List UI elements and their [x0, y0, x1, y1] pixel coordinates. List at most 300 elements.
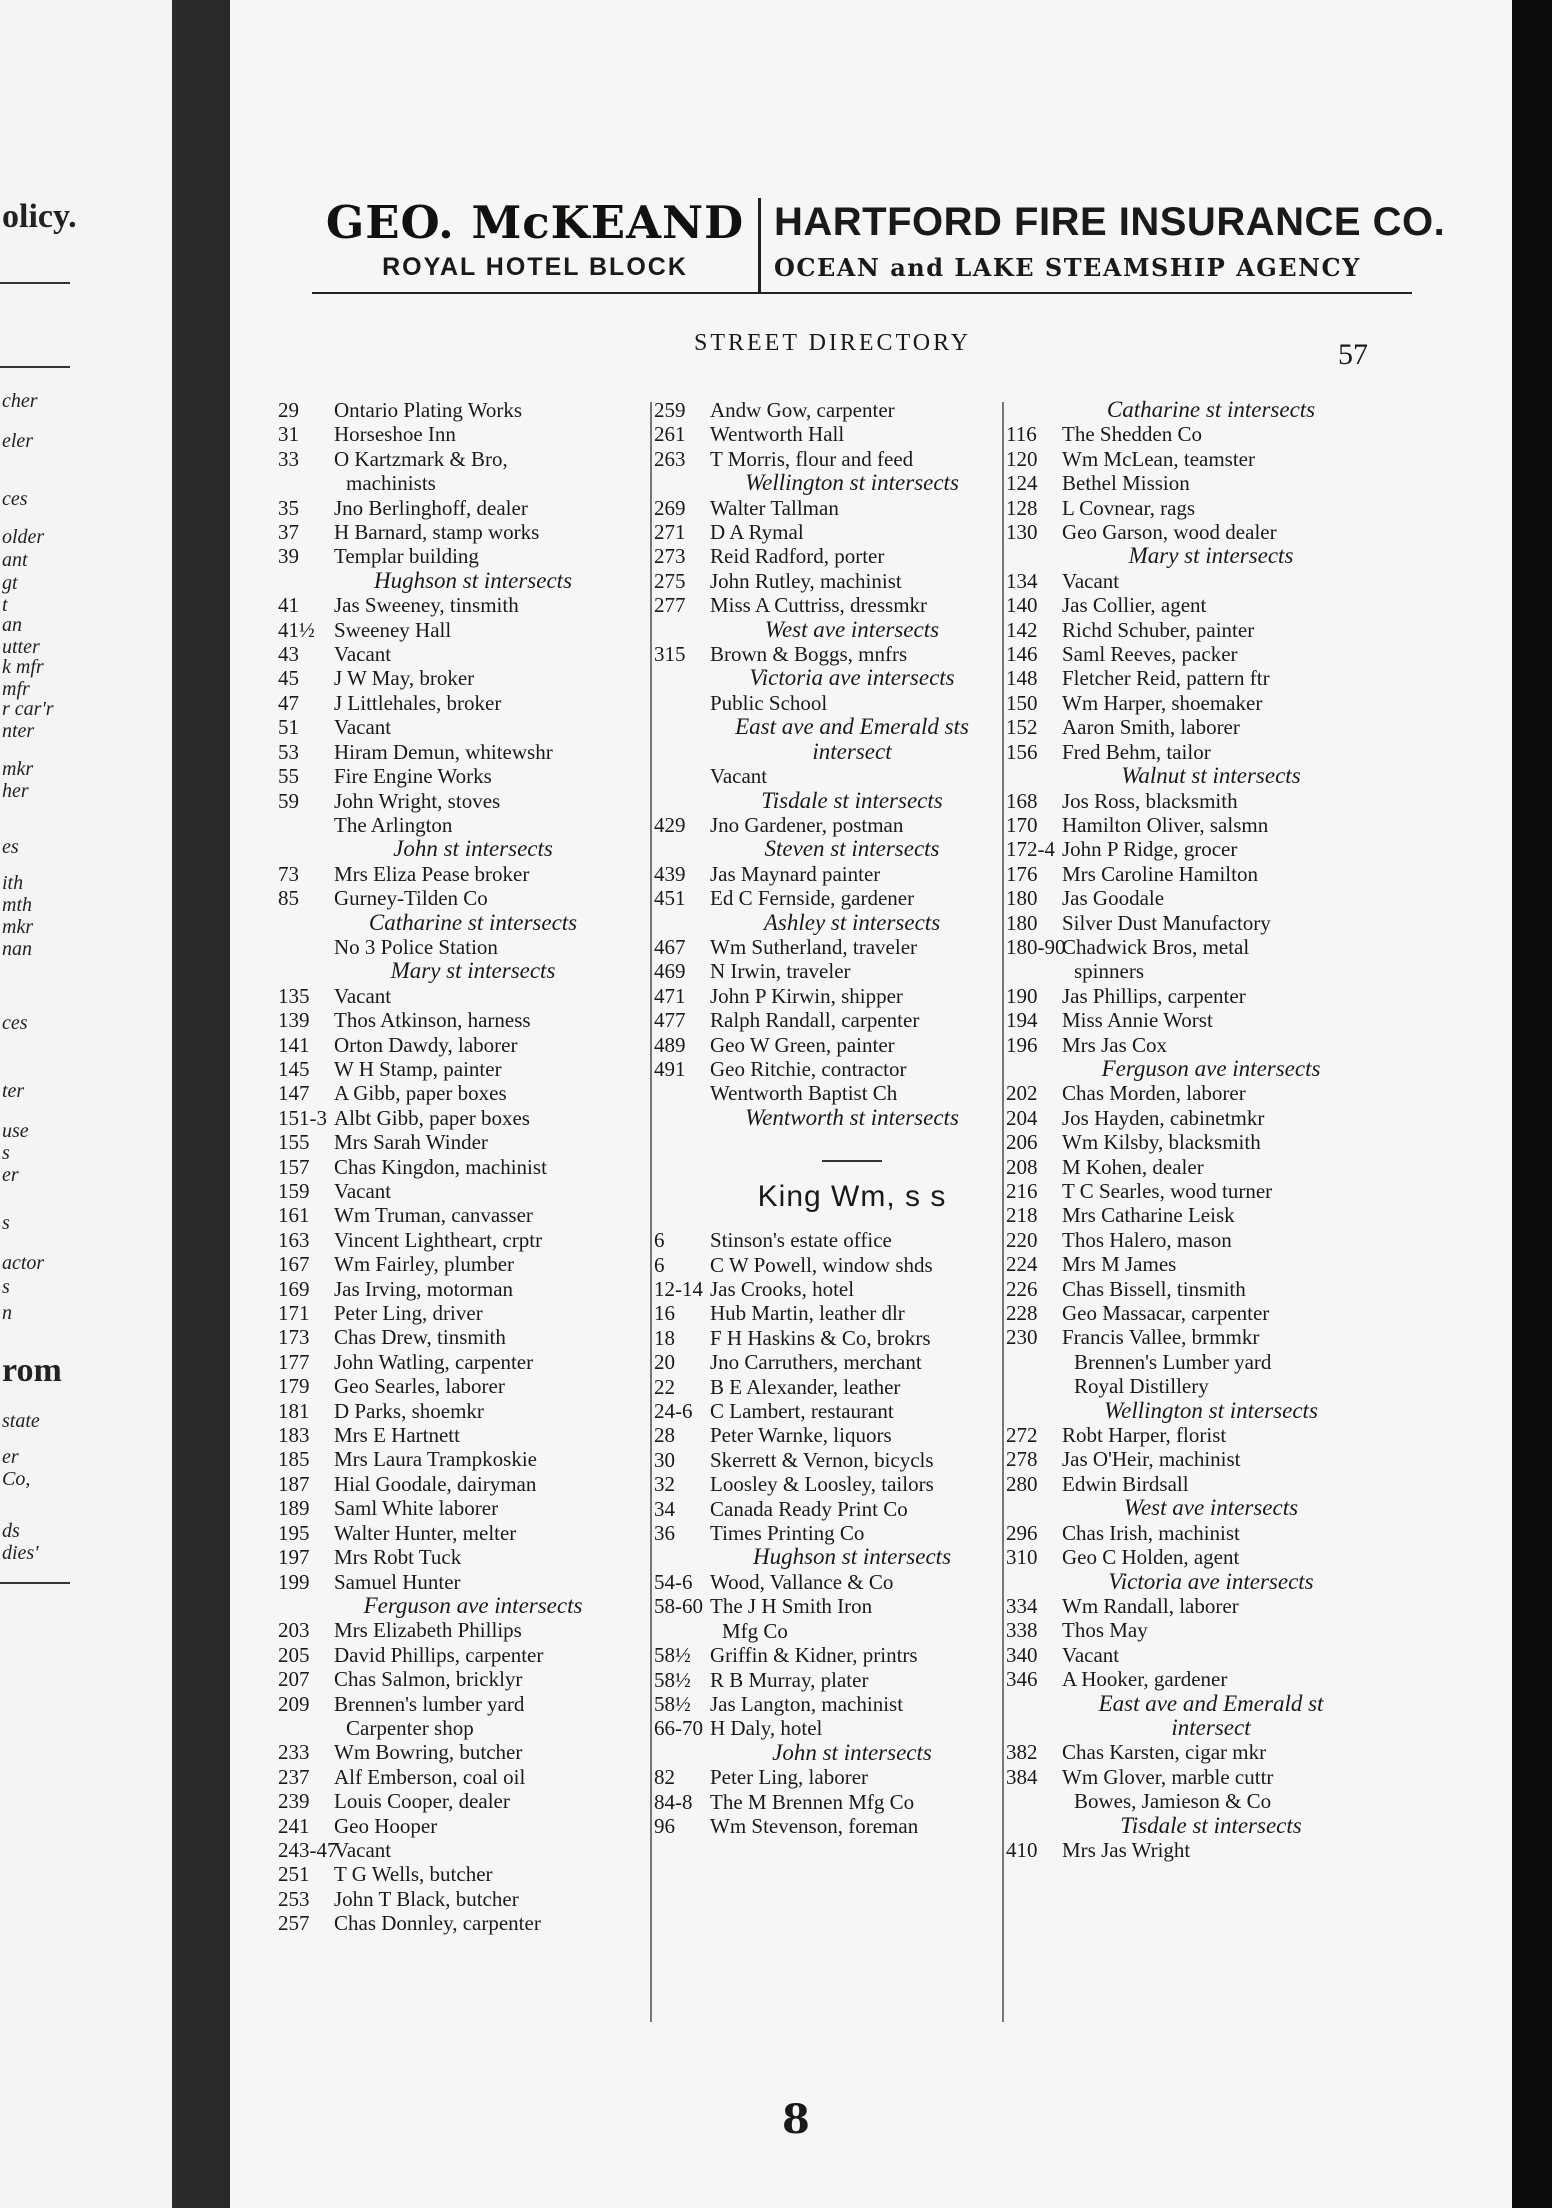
directory-entry	[278, 1472, 668, 1496]
occupant-name: Albt Gibb, paper boxes	[334, 1105, 530, 1130]
advertiser-block	[310, 196, 760, 282]
street-number: 53	[278, 739, 299, 764]
previous-page-fragment: Co,	[2, 1468, 31, 1490]
occupant-name: A Hooker, gardener	[1062, 1667, 1228, 1692]
directory-entry	[654, 935, 1050, 959]
directory-entry	[278, 1789, 668, 1813]
occupant-name: No 3 Police Station	[334, 934, 498, 959]
cross-street-label: East ave and Emerald st	[1098, 1690, 1324, 1716]
book-gutter	[172, 0, 230, 2208]
directory-entry	[654, 1301, 1050, 1325]
directory-entry	[1006, 886, 1416, 910]
street-number: 170	[1006, 812, 1038, 837]
directory-entry	[278, 715, 668, 739]
directory-entry	[1006, 789, 1416, 813]
occupant-name: A Gibb, paper boxes	[334, 1081, 507, 1106]
previous-page-fragment: k mfr	[2, 656, 44, 678]
street-number: 151-3	[278, 1105, 327, 1130]
street-number: 257	[278, 1911, 310, 1936]
cross-street-label: intersect	[1171, 1714, 1251, 1740]
directory-entry	[278, 1570, 668, 1594]
occupant-name: Chas Donnley, carpenter	[334, 1911, 541, 1936]
occupant-name: Ed C Fernside, gardener	[710, 886, 915, 911]
directory-entry	[278, 642, 668, 666]
previous-page-fragment: eler	[2, 430, 34, 452]
previous-page-fragment: state	[2, 1410, 40, 1432]
previous-page-fragment: n	[2, 1302, 12, 1324]
street-number: 148	[1006, 666, 1038, 691]
occupant-name: Reid Radford, porter	[710, 544, 885, 569]
occupant-name: John Rutley, machinist	[710, 568, 902, 593]
occupant-name: Skerrett & Vernon, bicycls	[710, 1447, 934, 1472]
street-number: 150	[1006, 690, 1038, 715]
occupant-name: Fire Engine Works	[334, 764, 492, 789]
occupant-name: Mrs Jas Cox	[1062, 1032, 1168, 1057]
street-number: 34	[654, 1496, 675, 1521]
occupant-name: Samuel Hunter	[334, 1569, 461, 1594]
occupant-name: D Parks, shoemkr	[334, 1398, 484, 1423]
occupant-name: Geo Garson, wood dealer	[1062, 520, 1277, 545]
street-number: 491	[654, 1056, 686, 1081]
occupant-name: Chas Drew, tinsmith	[334, 1325, 506, 1350]
directory-entry	[278, 1765, 668, 1789]
cross-street-heading	[654, 1545, 1050, 1569]
previous-page-fragment: utter	[2, 636, 40, 658]
directory-entry	[1006, 422, 1416, 446]
directory-entry	[278, 593, 668, 617]
street-number: 243-47	[278, 1837, 338, 1862]
street-number: 12-14	[654, 1277, 703, 1301]
directory-entry	[654, 1375, 1050, 1399]
occupant-name: Wm Sutherland, traveler	[710, 934, 918, 959]
street-number: 36	[654, 1521, 675, 1546]
directory-entry	[654, 447, 1050, 471]
street-number: 37	[278, 520, 299, 545]
previous-page-fragment: older	[2, 526, 45, 548]
insurer-name: HARTFORD FIRE INSURANCE CO.	[774, 200, 1446, 244]
street-number: 471	[654, 983, 686, 1008]
cross-street-label: Mary st intersects	[390, 958, 556, 984]
street-number: 58½	[654, 1691, 691, 1716]
street-number: 172-4	[1006, 837, 1055, 862]
directory-entry	[654, 398, 1050, 422]
street-number: 269	[654, 495, 686, 520]
street-number: 196	[1006, 1032, 1038, 1057]
occupant-name: machinists	[346, 471, 436, 496]
directory-entry	[1006, 618, 1416, 642]
street-number: 277	[654, 593, 686, 618]
directory-entry	[1006, 1643, 1416, 1667]
street-number: 33	[278, 446, 299, 471]
occupant-name: Hiram Demun, whitewshr	[334, 739, 553, 764]
occupant-name: Louis Cooper, dealer	[334, 1789, 510, 1814]
previous-page-fragment: ces	[2, 488, 28, 510]
occupant-name: Mrs Caroline Hamilton	[1062, 861, 1258, 886]
occupant-name: Aaron Smith, laborer	[1062, 715, 1240, 740]
king-wm-entries	[654, 1228, 1050, 1838]
occupant-name: Alf Emberson, coal oil	[334, 1764, 526, 1789]
occupant-name: Griffin & Kidner, printrs	[710, 1643, 918, 1668]
directory-entry	[1006, 1033, 1416, 1057]
cross-street-label: Wentworth st intersects	[745, 1104, 959, 1130]
directory-entry	[654, 1399, 1050, 1423]
occupant-name: Ontario Plating Works	[334, 398, 523, 422]
street-number	[1006, 1374, 1062, 1398]
occupant-name: Mrs Eliza Pease broker	[334, 861, 530, 886]
occupant-name: Chas Irish, machinist	[1062, 1520, 1240, 1545]
directory-entry	[1006, 1130, 1416, 1154]
street-number	[654, 1619, 710, 1643]
street-number: 199	[278, 1569, 310, 1594]
street-number: 145	[278, 1056, 310, 1081]
occupant-name: Francis Vallee, brmmkr	[1062, 1325, 1260, 1350]
street-number: 58½	[654, 1643, 691, 1668]
occupant-name: Jas Phillips, carpenter	[1062, 983, 1246, 1008]
street-number: 173	[278, 1325, 310, 1350]
occupant-name: Horseshoe Inn	[334, 422, 456, 447]
directory-entry	[278, 1496, 668, 1520]
directory-entry	[1006, 1423, 1416, 1447]
directory-entry	[278, 1447, 668, 1471]
previous-page-fragment: dies'	[2, 1542, 39, 1564]
directory-entry	[1006, 862, 1416, 886]
directory-entry	[278, 1838, 668, 1862]
street-number: 157	[278, 1154, 310, 1179]
insurance-block	[774, 200, 1446, 282]
occupant-name: Jno Carruthers, merchant	[710, 1350, 922, 1375]
directory-entry	[278, 1399, 668, 1423]
directory-entry	[1006, 1179, 1416, 1203]
cross-street-heading	[1006, 1716, 1416, 1740]
previous-page-fragment: olicy.	[2, 198, 77, 235]
street-number: 429	[654, 812, 686, 837]
previous-page-fragment: ter	[2, 1080, 25, 1102]
directory-entry	[654, 422, 1050, 446]
street-number: 218	[1006, 1203, 1038, 1228]
street-number: 439	[654, 861, 686, 886]
occupant-name: Canada Ready Print Co	[710, 1496, 908, 1521]
directory-entry	[1006, 1277, 1416, 1301]
occupant-name: Saml White laborer	[334, 1496, 499, 1521]
occupant-name: Jos Hayden, cabinetmkr	[1062, 1105, 1265, 1130]
occupant-name: Mrs Elizabeth Phillips	[334, 1618, 522, 1643]
directory-entry	[278, 691, 668, 715]
occupant-name: C W Powell, window shds	[710, 1252, 933, 1277]
directory-entry	[654, 1326, 1050, 1350]
directory-entry	[1006, 1350, 1416, 1374]
street-number: 194	[1006, 1008, 1038, 1033]
occupant-name: Wm Glover, marble cuttr	[1062, 1764, 1274, 1789]
directory-entry	[654, 1619, 1050, 1643]
street-number: 205	[278, 1642, 310, 1667]
cross-street-label: Tisdale st intersects	[1120, 1812, 1302, 1838]
street-number: 340	[1006, 1642, 1038, 1667]
occupant-name: Mrs Laura Trampkoskie	[334, 1447, 537, 1472]
occupant-name: Geo W Green, painter	[710, 1032, 895, 1057]
cross-street-heading	[1006, 1570, 1416, 1594]
occupant-name: Templar building	[334, 544, 479, 569]
cross-street-label: John st intersects	[772, 1739, 932, 1765]
directory-entry	[278, 1350, 668, 1374]
street-number: 180	[1006, 886, 1038, 911]
directory-entry	[654, 1814, 1050, 1838]
directory-entry	[654, 764, 1050, 788]
street-number: 203	[278, 1618, 310, 1643]
directory-entry	[278, 1277, 668, 1301]
cross-street-heading	[1006, 544, 1416, 568]
street-number: 207	[278, 1667, 310, 1692]
street-number: 382	[1006, 1740, 1038, 1765]
street-number: 35	[278, 495, 299, 520]
cross-street-label: West ave intersects	[764, 616, 940, 642]
directory-entry	[654, 1790, 1050, 1814]
cross-street-label: Catharine st intersects	[1106, 397, 1316, 422]
street-number: 195	[278, 1520, 310, 1545]
previous-page-fragment: t	[2, 594, 8, 616]
cross-street-heading	[654, 911, 1050, 935]
directory-entry	[278, 544, 668, 568]
occupant-name: Jas Collier, agent	[1062, 593, 1207, 618]
street-number: 224	[1006, 1252, 1038, 1277]
agency-name: OCEAN and LAKE STEAMSHIP AGENCY	[774, 253, 1361, 282]
occupant-name: Jas O'Heir, machinist	[1062, 1447, 1241, 1472]
directory-entry	[1006, 496, 1416, 520]
cross-street-label: Steven st intersects	[764, 836, 940, 862]
occupant-name: David Phillips, carpenter	[334, 1642, 544, 1667]
street-number: 58-60	[654, 1594, 703, 1619]
cross-street-heading	[654, 837, 1050, 861]
street-number: 84-8	[654, 1789, 693, 1814]
occupant-name: Geo Searles, laborer	[334, 1374, 505, 1399]
street-number: 384	[1006, 1764, 1038, 1789]
street-number: 187	[278, 1471, 310, 1496]
directory-entry	[1006, 1325, 1416, 1349]
occupant-name: Carpenter shop	[346, 1715, 474, 1740]
occupant-name: Hial Goodale, dairyman	[334, 1471, 537, 1496]
directory-entry	[1006, 642, 1416, 666]
previous-page-fragment: nan	[2, 938, 32, 960]
street-number: 168	[1006, 788, 1038, 813]
occupant-name: Geo Massacar, carpenter	[1062, 1301, 1270, 1326]
street-number: 241	[278, 1813, 310, 1838]
occupant-name: John Watling, carpenter	[334, 1349, 534, 1374]
street-number: 208	[1006, 1154, 1038, 1179]
cross-street-label: Victoria ave intersects	[1108, 1568, 1314, 1594]
occupant-name: Miss A Cuttriss, dressmkr	[710, 593, 928, 618]
street-number: 467	[654, 934, 686, 959]
occupant-name: Jas Crooks, hotel	[710, 1277, 855, 1301]
occupant-name: Hamilton Oliver, salsmn	[1062, 812, 1269, 837]
occupant-name: Walter Hunter, melter	[334, 1520, 517, 1545]
street-number: 183	[278, 1423, 310, 1448]
directory-entry	[278, 471, 668, 495]
occupant-name: Silver Dust Manufactory	[1062, 910, 1271, 935]
cross-street-heading	[1006, 398, 1416, 422]
directory-entry	[1006, 1155, 1416, 1179]
occupant-name: Jas Maynard painter	[710, 861, 881, 886]
street-number: 130	[1006, 520, 1038, 545]
directory-page	[230, 0, 1512, 2208]
cross-street-heading	[1006, 1399, 1416, 1423]
occupant-name: John Wright, stoves	[334, 788, 501, 813]
occupant-name: L Covnear, rags	[1062, 495, 1196, 520]
street-number: 181	[278, 1398, 310, 1423]
directory-entry	[278, 1814, 668, 1838]
street-number	[1006, 959, 1062, 983]
cross-street-label: East ave and Emerald sts	[735, 714, 969, 740]
directory-entry	[278, 398, 668, 422]
directory-entry	[654, 1057, 1050, 1081]
occupant-name: Thos Halero, mason	[1062, 1227, 1232, 1252]
cross-street-label: Ferguson ave intersects	[363, 1592, 583, 1618]
previous-page-fragment: mkr	[2, 916, 34, 938]
occupant-name: Brennen's lumber yard	[334, 1691, 525, 1716]
directory-entry	[654, 1033, 1050, 1057]
street-number: 22	[654, 1374, 675, 1399]
street-number: 259	[654, 398, 686, 422]
occupant-name: Richd Schuber, painter	[1062, 617, 1255, 642]
occupant-name: Mfg Co	[722, 1618, 788, 1643]
previous-page-fragment: nter	[2, 720, 35, 742]
street-number: 135	[278, 983, 310, 1008]
cross-street-heading	[654, 471, 1050, 495]
occupant-name: C Lambert, restaurant	[710, 1399, 894, 1424]
directory-entry	[278, 1423, 668, 1447]
directory-entry	[1006, 1106, 1416, 1130]
previous-page-fragment: ds	[2, 1520, 20, 1542]
street-number: 55	[278, 764, 299, 789]
occupant-name: Wm Fairley, plumber	[334, 1252, 515, 1277]
directory-entry	[1006, 1740, 1416, 1764]
occupant-name: Wm Stevenson, foreman	[710, 1813, 919, 1838]
street-number: 233	[278, 1740, 310, 1765]
occupant-name: Stinson's estate office	[710, 1228, 892, 1253]
directory-entry	[1006, 715, 1416, 739]
cross-street-label: Wellington st intersects	[1104, 1397, 1318, 1423]
previous-page-rule	[0, 366, 70, 368]
directory-entry	[654, 496, 1050, 520]
street-number: 296	[1006, 1520, 1038, 1545]
street-heading: King Wm, s s	[757, 1180, 947, 1214]
directory-entry	[654, 1668, 1050, 1692]
directory-entry	[654, 1692, 1050, 1716]
street-number: 24-6	[654, 1399, 693, 1424]
street-number: 140	[1006, 593, 1038, 618]
occupant-name: Bowes, Jamieson & Co	[1074, 1789, 1272, 1814]
occupant-name: Fred Behm, tailor	[1062, 739, 1211, 764]
occupant-name: John P Kirwin, shipper	[710, 983, 903, 1008]
occupant-name: W H Stamp, painter	[334, 1056, 502, 1081]
occupant-name: Royal Distillery	[1074, 1374, 1209, 1399]
occupant-name: T Morris, flour and feed	[710, 446, 914, 471]
directory-entry	[278, 618, 668, 642]
directory-entry	[654, 1228, 1050, 1252]
street-number: 202	[1006, 1081, 1038, 1106]
occupant-name: Mrs Jas Wright	[1062, 1837, 1191, 1862]
street-number: 275	[654, 568, 686, 593]
directory-entry	[278, 1692, 668, 1716]
cross-street-heading	[1006, 764, 1416, 788]
occupant-name: Loosley & Loosley, tailors	[710, 1472, 934, 1497]
street-number: 16	[654, 1301, 675, 1326]
directory-entry	[278, 1862, 668, 1886]
street-number: 51	[278, 715, 299, 740]
directory-entry	[654, 1008, 1050, 1032]
street-number: 155	[278, 1130, 310, 1155]
occupant-name: Mrs Sarah Winder	[334, 1130, 488, 1155]
cross-street-label: Wellington st intersects	[745, 470, 959, 496]
previous-page-fragment: es	[2, 836, 19, 858]
occupant-name: Chas Bissell, tinsmith	[1062, 1276, 1246, 1301]
street-number: 32	[654, 1472, 675, 1497]
previous-page-fragment: s	[2, 1212, 10, 1234]
street-number	[1006, 1789, 1062, 1813]
cross-street-label: Ferguson ave intersects	[1101, 1055, 1321, 1081]
directory-entry	[1006, 935, 1416, 959]
occupant-name: Jos Ross, blacksmith	[1062, 788, 1238, 813]
occupant-name: Walter Tallman	[710, 495, 839, 520]
cross-street-heading	[1006, 1814, 1416, 1838]
occupant-name: John T Black, butcher	[334, 1886, 519, 1911]
occupant-name: Geo C Holden, agent	[1062, 1545, 1240, 1570]
previous-page-rule	[0, 282, 70, 284]
folio-mark: 8	[782, 2096, 810, 2143]
street-number: 237	[278, 1764, 310, 1789]
directory-entry	[654, 569, 1050, 593]
directory-entry	[1006, 666, 1416, 690]
street-number: 6	[654, 1228, 665, 1253]
occupant-name: Vacant	[710, 764, 768, 789]
street-number: 85	[278, 886, 299, 911]
cross-street-label: intersect	[812, 738, 892, 764]
street-number: 59	[278, 788, 299, 813]
occupant-name: Mrs Catharine Leisk	[1062, 1203, 1235, 1228]
occupant-name: Saml Reeves, packer	[1062, 642, 1238, 667]
cross-street-heading	[278, 837, 668, 861]
street-number: 58½	[654, 1667, 691, 1692]
street-number: 39	[278, 544, 299, 569]
occupant-name: Brennen's Lumber yard	[1074, 1349, 1272, 1374]
street-number: 171	[278, 1301, 310, 1326]
directory-entry	[1006, 691, 1416, 715]
directory-entry	[1006, 1521, 1416, 1545]
directory-entry	[654, 642, 1050, 666]
directory-entry	[278, 813, 668, 837]
cross-street-label: Ashley st intersects	[763, 909, 941, 935]
street-number: 6	[654, 1252, 665, 1277]
previous-page-fragment: r car'r	[2, 698, 54, 720]
previous-page-fragment: er	[2, 1164, 19, 1186]
occupant-name: Chadwick Bros, metal	[1062, 934, 1250, 959]
directory-entry	[278, 1325, 668, 1349]
cross-street-label: Hughson st intersects	[373, 567, 573, 593]
cross-street-heading	[654, 740, 1050, 764]
directory-entry	[1006, 1838, 1416, 1862]
street-number: 334	[1006, 1593, 1038, 1618]
street-number: 147	[278, 1081, 310, 1106]
directory-entry	[654, 1277, 1050, 1301]
directory-entry	[278, 1301, 668, 1325]
directory-entry	[278, 789, 668, 813]
street-number: 28	[654, 1423, 675, 1448]
header-divider	[758, 198, 761, 292]
occupant-name: Vacant	[334, 1837, 392, 1862]
directory-entry	[278, 1740, 668, 1764]
column-divider	[1002, 402, 1004, 2022]
occupant-name: Vacant	[334, 715, 392, 740]
occupant-name: Orton Dawdy, laborer	[334, 1032, 518, 1057]
cross-street-heading	[278, 959, 668, 983]
